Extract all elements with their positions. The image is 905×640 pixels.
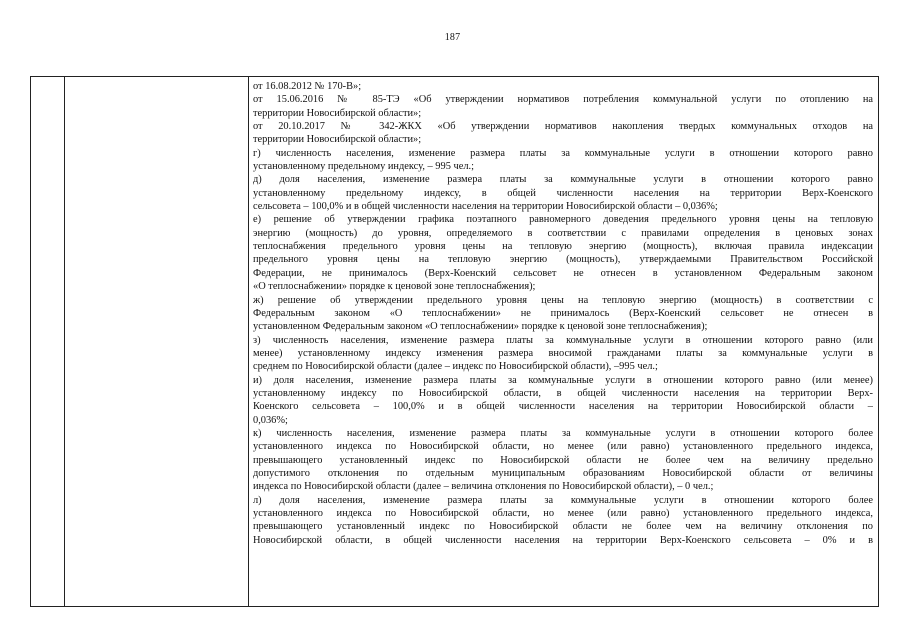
text-line: индекса по Новосибирской области (далее – величина отклонения по Новосибирской области), – 0 чел.; — [253, 481, 714, 493]
text-line: менее) установленному индексу изменения размера вносимой гражданами платы за коммунальные услуги в — [253, 347, 873, 359]
column-divider-2 — [248, 77, 249, 606]
text-line: л) доля населения, изменение размера платы за коммунальные услуги в отношении которого более — [253, 494, 873, 506]
text-line: от 16.08.2012 № 170-В»; — [253, 81, 362, 92]
text-line: Коенского сельсовета – 100,0% и в общей численности населения на территории Новосибирской области – — [253, 401, 873, 413]
text-line: территории Новосибирской области»; — [253, 107, 422, 119]
text-line: среднем по Новосибирской области (далее – индекс по Новосибирской области), –995 чел.; — [253, 361, 658, 373]
text-line: Федерации, не принималось (Верх-Коенский сельсовет не отнесен в установленном Федеральным законом — [253, 267, 873, 279]
text-line: установленного индекса по Новосибирской области, но менее (или равно) установленного предельного индекса, — [253, 508, 873, 519]
text-line: е) решение об утверждении графика поэтапного равномерного доведения предельного уровня цены на тепловую — [253, 214, 873, 226]
text-line: предельного уровня цены на тепловую энергию (мощность), утверждаемыми Правительством Российской — [253, 254, 873, 266]
content-cell — [253, 80, 873, 606]
text-line: установленному предельному индексу, в общей численности населения на территории Верх-Коенского — [253, 187, 873, 199]
text-line: з) численность населения, изменение размера платы за коммунальные услуги в отношении которого равно (или — [253, 334, 873, 346]
text-line: д) доля населения, изменение размера платы за коммунальные услуги в отношении которого равно — [253, 174, 873, 186]
text-line: ж) решение об утверждении предельного уровня цены на тепловую энергию (мощность) в соответствии с — [253, 294, 873, 306]
text-line: превышающего установленный индекс по Новосибирской области не более чем на величину отклонения по — [253, 521, 873, 533]
document-table — [30, 76, 879, 607]
text-line: г) численность населения, изменение размера платы за коммунальные услуги в отношении которого равно — [253, 147, 873, 159]
text-line: превышающего установленный индекс по Новосибирской области не более чем на величину предельно — [253, 454, 873, 466]
text-line: энергию (мощность) до уровня, определяемого в соответствии с правилами определения в ценовых зонах — [253, 227, 873, 239]
text-line: к) численность населения, изменение размера платы за коммунальные услуги в отношении которого более — [253, 427, 873, 439]
text-line: от 15.06.2016 № 85-ТЭ «Об утверждении нормативов потребления коммунальной услуги по отоплению на — [253, 94, 873, 106]
text-line: установленном Федеральным законом «О теплоснабжении» порядке к ценовой зоне теплоснабжения); — [253, 321, 708, 333]
text-line: теплоснабжения предельного уровня цены на тепловую энергию (мощность), включая правила индексации — [253, 241, 873, 253]
text-line: и) доля населения, изменение размера платы за коммунальные услуги в отношении которого равно (или менее) — [253, 374, 873, 386]
text-line: «О теплоснабжении» порядке к ценовой зоне теплоснабжения); — [253, 281, 536, 293]
text-line: Новосибирской области, в общей численности населения на территории Верх-Коенского сельсовета – 0% и в — [253, 534, 873, 546]
text-line: от 20.10.2017 № 342-ЖКХ «Об утверждении нормативов накопления твердых коммунальных отходов на — [253, 121, 873, 133]
text-line: установленного индекса по Новосибирской области, но менее (или равно) установленного предельного индекса, — [253, 441, 873, 453]
column-divider-1 — [64, 77, 65, 606]
text-line: сельсовета – 100,0% и в общей численности населения на территории Новосибирской области – 0,036%; — [253, 201, 718, 213]
text-line: территории Новосибирской области»; — [253, 134, 422, 146]
page-number: 187 — [444, 32, 461, 43]
text-line: допустимого отклонения по отдельным муниципальным образованиям Новосибирской области от величины — [253, 467, 873, 479]
text-line: установленному предельному индексу, – 995 чел.; — [253, 161, 474, 173]
text-line: Федеральным законом «О теплоснабжении» не принималось (Верх-Коенский сельсовет не отнесен в — [253, 307, 873, 319]
text-line: установленному индексу по Новосибирской области, в общей численности населения на территории Верх- — [253, 387, 873, 399]
text-line: 0,036%; — [253, 414, 288, 426]
